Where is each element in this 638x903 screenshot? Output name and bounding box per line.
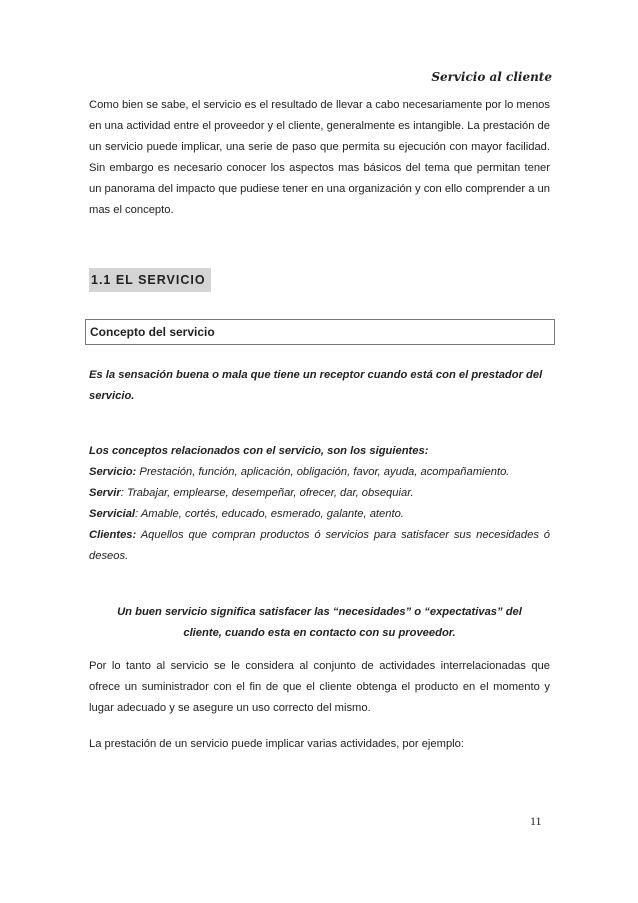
running-header: Servicio al cliente bbox=[431, 70, 552, 84]
list-item-desc: Prestación, función, aplicación, obligación, favor, ayuda, acompañamiento. bbox=[136, 466, 510, 478]
list-item-desc: : Trabajar, emplearse, desempeñar, ofrecer, dar, obsequiar. bbox=[120, 487, 414, 499]
list-item-term: Servicial bbox=[89, 508, 136, 520]
quote-line-1: Un buen servicio significa satisfacer las “necesidades” o “expectativas” del bbox=[117, 606, 522, 618]
concept-definition: Es la sensación buena o mala que tiene un receptor cuando está con el prestador del servicio. bbox=[89, 369, 543, 402]
list-item bbox=[89, 525, 550, 567]
list-item-term: Servicio: bbox=[89, 466, 137, 478]
related-concepts-list bbox=[89, 441, 550, 567]
concept-box-title: Concepto del servicio bbox=[85, 319, 555, 345]
section-heading: 1.1 EL SERVICIO bbox=[89, 268, 211, 292]
page-number: 11 bbox=[530, 814, 542, 828]
intro-paragraph: Como bien se sabe, el servicio es el resultado de llevar a cabo necesariamente por lo menos en una actividad entre el proveedor y el cliente, generalmente es intangible. La prestación de un servicio puede implicar, una serie de paso que permita su ejecución con mayor facilidad. Sin embargo es necesario conocer los aspectos mas básicos del tema que permitan tener un panorama del impacto que pudiese tener en una organización y con ello comprender a un mas el concepto. bbox=[89, 99, 550, 216]
highlight-quote bbox=[89, 602, 550, 644]
body-paragraph-3: La prestación de un servicio puede implicar varias actividades, por ejemplo: bbox=[89, 738, 464, 750]
body-paragraph-2: Por lo tanto al servicio se le considera al conjunto de actividades interrelacionadas que ofrece un suministrador con el fin de que el cliente obtenga el producto en el momento y lugar adecuado y se asegure un uso correcto del mismo. bbox=[89, 660, 550, 714]
list-item-term: Clientes: bbox=[89, 529, 137, 541]
list-item bbox=[89, 462, 550, 483]
list-item bbox=[89, 483, 550, 504]
related-concepts-lead: Los conceptos relacionados con el servicio, son los siguientes: bbox=[89, 445, 429, 457]
list-item bbox=[89, 504, 550, 525]
list-item-term: Servir bbox=[89, 487, 121, 499]
list-item-desc: : Amable, cortés, educado, esmerado, galante, atento. bbox=[135, 508, 404, 520]
list-item-desc: Aquellos que compran productos ó servicios para satisfacer sus necesidades ó deseos. bbox=[89, 529, 550, 562]
quote-line-2: cliente, cuando esta en contacto con su proveedor. bbox=[183, 627, 456, 639]
